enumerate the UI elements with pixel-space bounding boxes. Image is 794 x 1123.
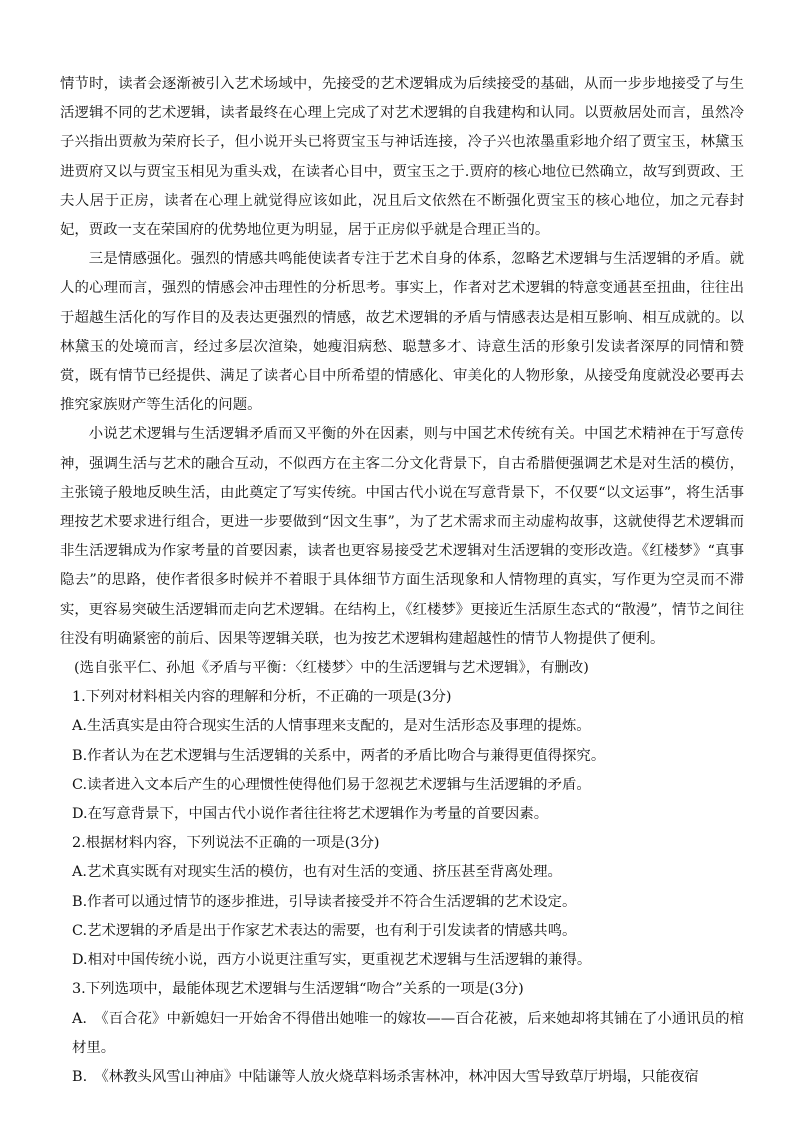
question-1-option-a: A.生活真实是由符合现实生活的人情事理来支配的，是对生活形态及事理的提炼。 xyxy=(72,718,591,735)
question-1-option-d: D.在写意背景下，中国古代小说作者往往将艺术逻辑作为考量的首要因素。 xyxy=(72,806,549,823)
question-1-stem: 1.下列对材料相关内容的理解和分析，不正确的一项是(3分) xyxy=(72,689,452,706)
question-1-option-b: B.作者认为在艺术逻辑与生活逻辑的关系中，两者的矛盾比吻合与兼得更值得探究。 xyxy=(72,747,606,764)
question-3-option-a: A. 《百合花》中新媳妇一开始舍不得借出她唯一的嫁妆——百合花被，后来她却将其铺在了小通讯员的棺材里。 xyxy=(72,1010,744,1056)
body-paragraph-3: 小说艺术逻辑与生活逻辑矛盾而又平衡的外在因素，则与中国艺术传统有关。中国艺术精神在于写意传神，强调生活与艺术的融合互动，不似西方在主客二分文化背景下，自古希腊便强调艺术是对生活的模仿，主张镜子般地反映生活，由此奠定了写实传统。中国古代小说在写意背景下，不仅要“以文运事”，将生活事理按艺术要求进行组合，更进一步要做到“因文生事”，为了艺术需求而主动虚构故事，这就使得艺术逻辑而非生活逻辑成为作家考量的首要因素，读者也更容易接受艺术逻辑对生活逻辑的变形改造。《红楼梦》“真事隐去”的思路，使作者很多时候并不着眼于具体细节方面生活现象和人情物理的真实，写作更为空灵而不滞实，更容易突破生活逻辑而走向艺术逻辑。在结构上，《红楼梦》更接近生活原生态式的“散漫”，情节之间往往没有明确紧密的前后、因果等逻辑关联，也为按艺术逻辑构建超越性的情节人物提供了便利。 xyxy=(60,426,744,647)
question-1-option-c: C.读者进入文本后产生的心理惯性使得他们易于忽视艺术逻辑与生活逻辑的矛盾。 xyxy=(72,776,591,793)
question-2-option-c: C.艺术逻辑的矛盾是出于作家艺术表达的需要，也有利于引发读者的情感共鸣。 xyxy=(72,922,577,939)
question-2-option-a: A.艺术真实既有对现实生活的模仿，也有对生活的变通、挤压甚至背离处理。 xyxy=(72,864,562,881)
source-citation: (选自张平仁、孙旭《矛盾与平衡：〈红楼梦〉中的生活逻辑与艺术逻辑》，有删改) xyxy=(74,660,589,677)
body-paragraph-2: 三是情感强化。强烈的情感共鸣能使读者专注于艺术自身的体系，忽略艺术逻辑与生活逻辑的矛盾。就人的心理而言，强烈的情感会冲击理性的分析思考。事实上，作者对艺术逻辑的特意变通甚至扭曲，往往出于超越生活化的写作目的及表达更强烈的情感，故艺术逻辑的矛盾与情感表达是相互影响、相互成就的。以林黛玉的处境而言，经过多层次渲染，她瘦泪病愁、聪慧多才、诗意生活的形象引发读者深厚的同情和赞赏，既有情节已经提供、满足了读者心目中所希望的情感化、审美化的人物形象，从接受角度就没必要再去推究家族财产等生活化的问题。 xyxy=(60,251,744,414)
question-2-option-d: D.相对中国传统小说，西方小说更注重写实，更重视艺术逻辑与生活逻辑的兼得。 xyxy=(72,952,592,969)
question-2-option-b: B.作者可以通过情节的逐步推进，引导读者接受并不符合生活逻辑的艺术设定。 xyxy=(72,893,577,910)
body-paragraph-1: 情节时，读者会逐渐被引入艺术场域中，先接受的艺术逻辑成为后续接受的基础，从而一步步地接受了与生活逻辑不同的艺术逻辑，读者最终在心理上完成了对艺术逻辑的自我建构和认同。以贾赦居处而言，虽然冷子兴指出贾赦为荣府长子，但小说开头已将贾宝玉与神话连接，冷子兴也浓墨重彩地介绍了贾宝玉，林黛玉进贾府又以与贾宝玉相见为重头戏，在读者心目中，贾宝玉之于.贾府的核心地位已然确立，故写到贾政、王夫人居于正房，读者在心理上就觉得应该如此，况且后文依然在不断强化贾宝玉的核心地位，加之元春封妃，贾政一支在荣国府的优势地位更为明显，居于正房似乎就是合理正当的。 xyxy=(60,76,744,239)
question-2-stem: 2.根据材料内容，下列说法不正确的一项是(3分) xyxy=(72,835,380,852)
document-page xyxy=(60,70,744,1092)
question-3-option-b: B. 《林教头风雪山神庙》中陆谦等人放火烧草料场杀害林冲，林冲因大雪导致草厅坍塌，只能夜宿 xyxy=(72,1068,699,1085)
question-3-stem: 3.下列选项中，最能体现艺术逻辑与生活逻辑“吻合”关系的一项是(3分) xyxy=(72,981,524,998)
